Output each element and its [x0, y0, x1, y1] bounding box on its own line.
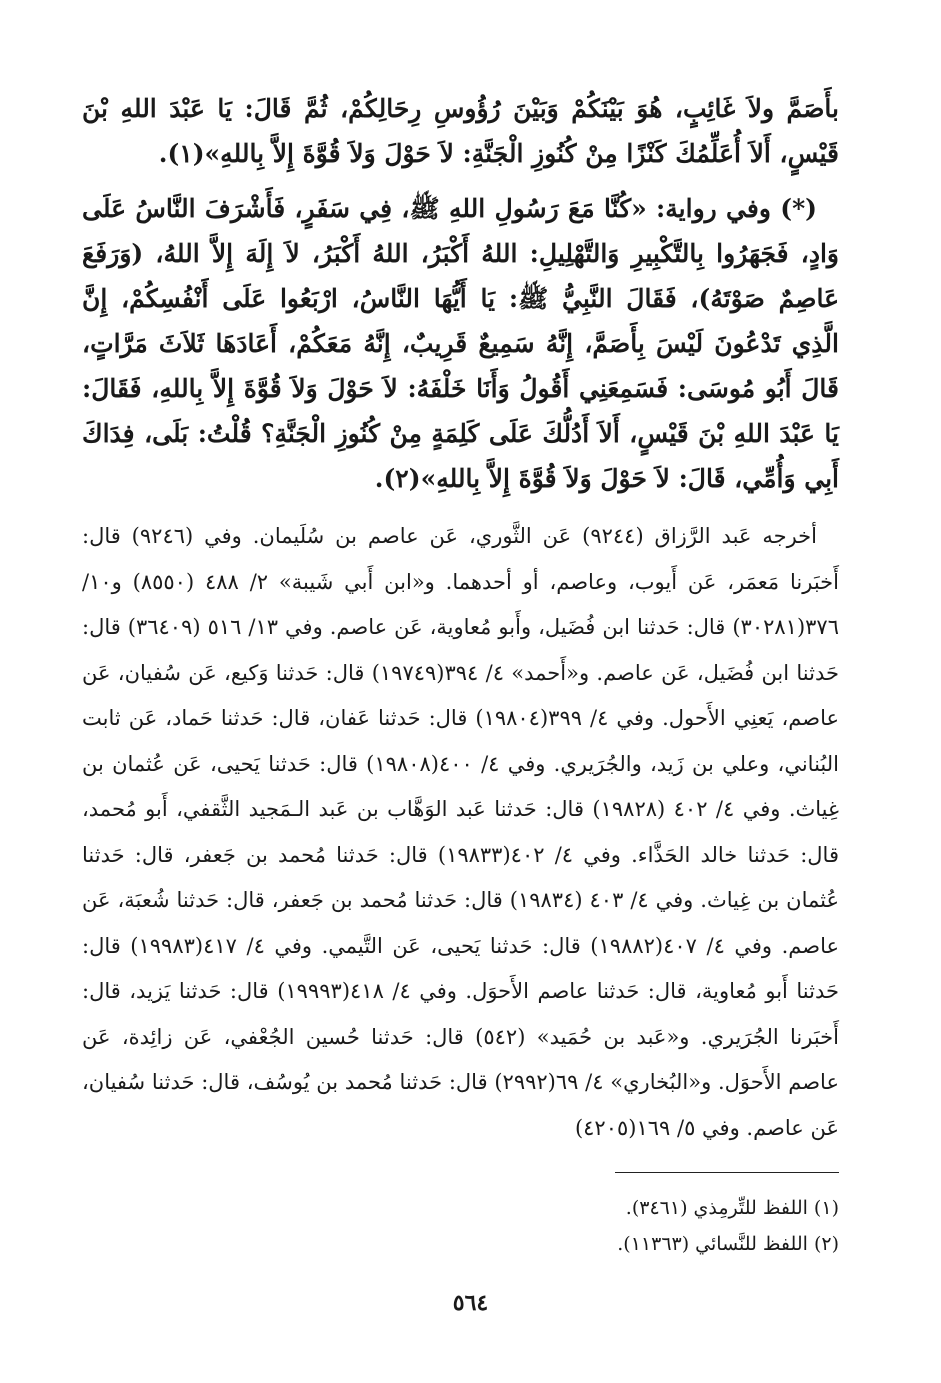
hadith-paragraph-1: بأَصَمَّ ولاَ غَائِبٍ، هُوَ بَيْنَكُمْ وَبَيْنَ رُؤُوسِ رِحَالِكُمْ، ثُمَّ قَالَ: يَا عَبْدَ اللهِ بْنَ قَيْسٍ، أَلاَ أُعَلِّمُكَ كَنْزًا مِنْ كُنُوزِ الْجَنَّةِ: لاَ حَوْلَ وَلاَ قُوَّةَ إِلاَّ بِاللهِ»(١). — [82, 94, 839, 168]
takhrij-paragraph: أخرجه عَبد الرَّزاق (٩٢٤٤) عَن الثَّوري، عَن عاصم بن سُلَيمان. وفي (٩٢٤٦) قال: أَخبَرنا مَعمَر، عَن أَيوب، وعاصم، أو أحدهما. و«ابن أَبي شَيبة» ٢/ ٤٨٨ (٨٥٥٠) و١٠/ ٣٧٦(٣٠٢٨١) قال: حَدثنا ابن فُضَيل، وأَبو مُعاوية، عَن عاصم. وفي ١٣/ ٥١٦ (٣٦٤٠٩) قال: حَدثنا ابن فُضَيل، عَن عاصم. و«أَحمد» ٤/ ٣٩٤(١٩٧٤٩) قال: حَدثنا وَكيع، عَن سُفيان، عَن عاصم، يَعنِي الأَحول. وفي ٤/ ٣٩٩(١٩٨٠٤) قال: حَدثنا عَفان، قال: حَدثنا حَماد، عَن ثابت البُناني، وعلي بن زَيد، والجُرَيري. وفي ٤/ ٤٠٠(١٩٨٠٨) قال: حَدثنا يَحيى، عَن عُثمان بن غِياث. وفي ٤/ ٤٠٢ (١٩٨٢٨) قال: حَدثنا عَبد الوَهَّاب بن عَبد الـمَجيد الثَّقفي، أَبو مُحمد، قال: حَدثنا خالد الحَذَّاء. وفي ٤/ ٤٠٢(١٩٨٣٣) قال: حَدثنا مُحمد بن جَعفر، قال: حَدثنا عُثمان بن غِياث. وفي ٤/ ٤٠٣ (١٩٨٣٤) قال: حَدثنا مُحمد بن جَعفر، قال: حَدثنا شُعبَة، عَن عاصم. وفي ٤/ ٤٠٧(١٩٨٨٢) قال: حَدثنا يَحيى، عَن التَّيمي. وفي ٤/ ٤١٧(١٩٩٨٣) قال: حَدثنا أَبو مُعاوية، قال: حَدثنا عاصم الأَحوَل. وفي ٤/ ٤١٨(١٩٩٩٣) قال: حَدثنا يَزيد، قال: أَخبَرنا الجُرَيري. و«عَبد بن حُمَيد» (٥٤٢) قال: حَدثنا حُسين الجُعْفي، عَن زائِدة، عَن عاصم الأَحوَل. و«البُخاري» ٤/ ٦٩(٢٩٩٢) قال: حَدثنا مُحمد بن يُوسُف، قال: حَدثنا سُفيان، عَن عاصم. وفي ٥/ ١٦٩(٤٢٠٥) — [82, 524, 840, 1140]
page-number: ٥٦٤ — [452, 1290, 489, 1316]
hadith-paragraph-2: (*) وفي رواية: «كُنَّا مَعَ رَسُولِ اللهِ ﷺ، فِي سَفَرٍ، فَأَشْرَفَ النَّاسُ عَلَى وَادٍ، فَجَهَرُوا بِالتَّكْبِيرِ وَالتَّهْلِيلِ: اللهُ أَكْبَرُ، اللهُ أَكْبَرُ، لاَ إِلَهَ إِلاَّ اللهُ، (وَرَفَعَ عَاصِمٌ صَوْتَهُ)، فَقَالَ النَّبِيُّ ﷺ: يَا أَيُّهَا النَّاسُ، ارْبَعُوا عَلَى أَنْفُسِكُمْ، إِنَّ الَّذِي تَدْعُونَ لَيْسَ بِأَصَمَّ، إِنَّهُ سَمِيعٌ قَرِيبٌ، إِنَّهُ مَعَكُمْ، أَعَادَهَا ثَلاَثَ مَرَّاتٍ، قَالَ أَبُو مُوسَى: فَسَمِعَنِي أَقُولُ وَأَنَا خَلْفَهُ: لاَ حَوْلَ وَلاَ قُوَّةَ إِلاَّ بِاللهِ، فَقَالَ: يَا عَبْدَ اللهِ بْنَ قَيْسٍ، أَلاَ أَدُلُّكَ عَلَى كَلِمَةٍ مِنْ كُنُوزِ الْجَنَّةِ؟ قُلْتُ: بَلَى، فِدَاكَ أَبِي وَأُمِّي، قَالَ: لاَ حَوْلَ وَلاَ قُوَّةَ إِلاَّ بِاللهِ»(٢). — [82, 194, 839, 493]
footnote-divider — [615, 1172, 839, 1173]
footnotes — [82, 1190, 839, 1262]
footnote-2: (٢) اللفظ للنَّسائي (١١٣٦٣). — [617, 1233, 839, 1255]
hadith-text — [82, 86, 839, 511]
footnote-1: (١) اللفظ للتِّرمِذي (٣٤٦١). — [625, 1197, 839, 1219]
takhrij-section — [82, 514, 839, 1151]
